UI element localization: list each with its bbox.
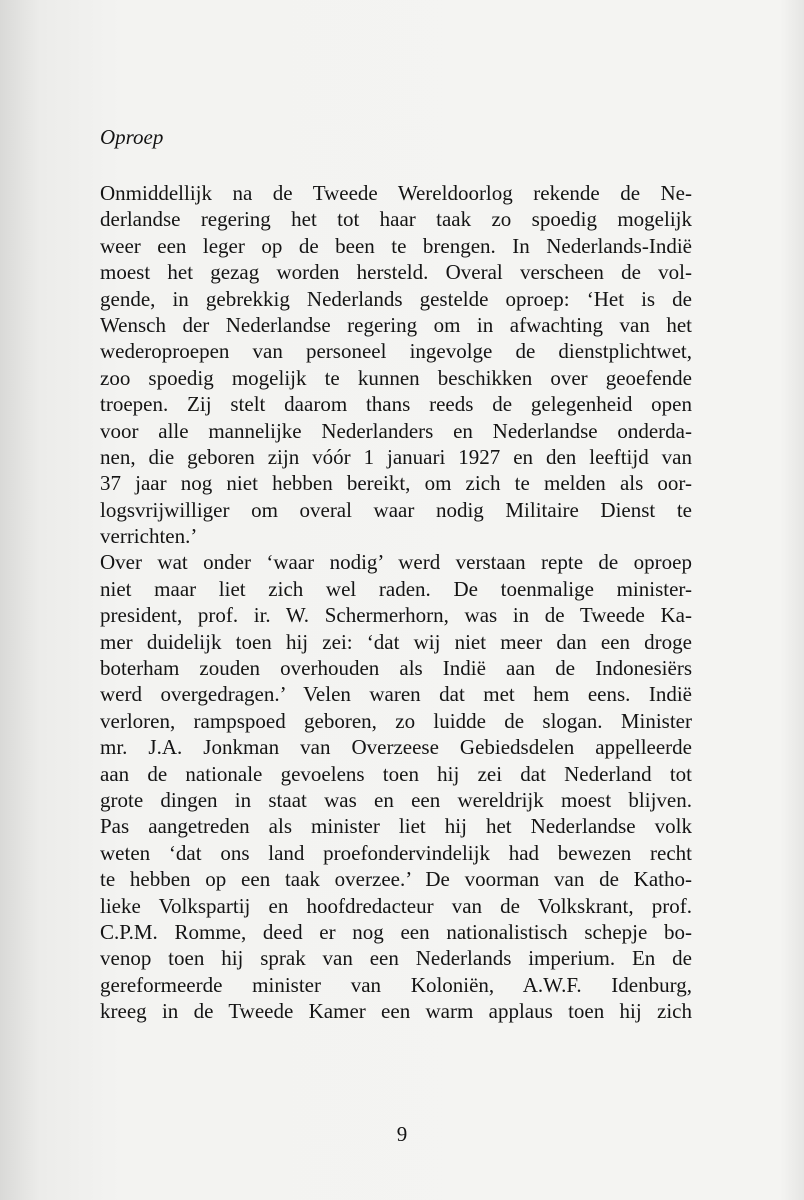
text-line: niet maar liet zich wel raden. De toenmalige minister- [100, 576, 692, 601]
text-line: derlandse regering het tot haar taak zo spoedig mogelijk [100, 207, 692, 232]
text-line: nen, die geboren zijn vóór 1 januari 1927 en den leeftijd van [100, 444, 692, 469]
text-line: mr. J.A. Jonkman van Overzeese Gebiedsdelen appelleerde [100, 735, 692, 760]
text-line: president, prof. ir. W. Schermerhorn, was in de Tweede Ka- [100, 603, 692, 628]
text-line: boterham zouden overhouden als Indië aan de Indonesiërs [100, 656, 692, 681]
text-line: grote dingen in staat was en een wereldrijk moest blijven. [100, 787, 692, 812]
text-line: gereformeerde minister van Koloniën, A.W.F. Idenburg, [100, 972, 692, 997]
text-line: troepen. Zij stelt daarom thans reeds de gelegenheid open [100, 392, 692, 417]
text-line: moest het gezag worden hersteld. Overal verscheen de vol- [100, 260, 692, 285]
text-line: aan de nationale gevoelens toen hij zei dat Nederland tot [100, 761, 692, 786]
page-number: 9 [396, 1122, 408, 1146]
text-line: C.P.M. Romme, deed er nog een nationalistisch schepje bo- [100, 919, 692, 944]
text-line: gende, in gebrekkig Nederlands gestelde oproep: ‘Het is de [100, 286, 692, 311]
text-line: weer een leger op de been te brengen. In Nederlands-Indië [100, 233, 692, 258]
text-line: verloren, rampspoed geboren, zo luidde de slogan. Minister [100, 708, 692, 733]
body-text [100, 180, 692, 1025]
text-line: Over wat onder ‘waar nodig’ werd verstaan repte de oproep [100, 550, 692, 575]
text-line: venop toen hij sprak van een Nederlands imperium. En de [100, 946, 692, 971]
text-line: Onmiddellijk na de Tweede Wereldoorlog rekende de Ne- [100, 181, 692, 205]
text-line: lieke Volkspartij en hoofdredacteur van de Volkskrant, prof. [100, 893, 692, 918]
text-line: weten ‘dat ons land proefondervindelijk had bewezen recht [100, 840, 692, 865]
section-heading: Oproep [100, 125, 164, 149]
text-line: mer duidelijk toen hij zei: ‘dat wij niet meer dan een droge [100, 629, 692, 654]
text-line: 37 jaar nog niet hebben bereikt, om zich te melden als oor- [100, 471, 692, 496]
text-line: voor alle mannelijke Nederlanders en Nederlandse onderda- [100, 418, 692, 443]
text-line: Wensch der Nederlandse regering om in afwachting van het [100, 312, 692, 337]
text-line: verrichten.’ [100, 524, 198, 549]
text-line: Pas aangetreden als minister liet hij het Nederlandse volk [100, 814, 692, 839]
text-line: zoo spoedig mogelijk te kunnen beschikken over geoefende [100, 365, 692, 390]
text-line: te hebben op een taak overzee.’ De voorman van de Katho- [100, 867, 692, 892]
text-line: kreeg in de Tweede Kamer een warm applaus toen hij zich [100, 999, 692, 1024]
text-line: wederoproepen van personeel ingevolge de dienstplichtwet, [100, 339, 692, 364]
text-line: logsvrijwilliger om overal waar nodig Militaire Dienst te [100, 497, 692, 522]
text-line: werd overgedragen.’ Velen waren dat met hem eens. Indië [100, 682, 692, 707]
